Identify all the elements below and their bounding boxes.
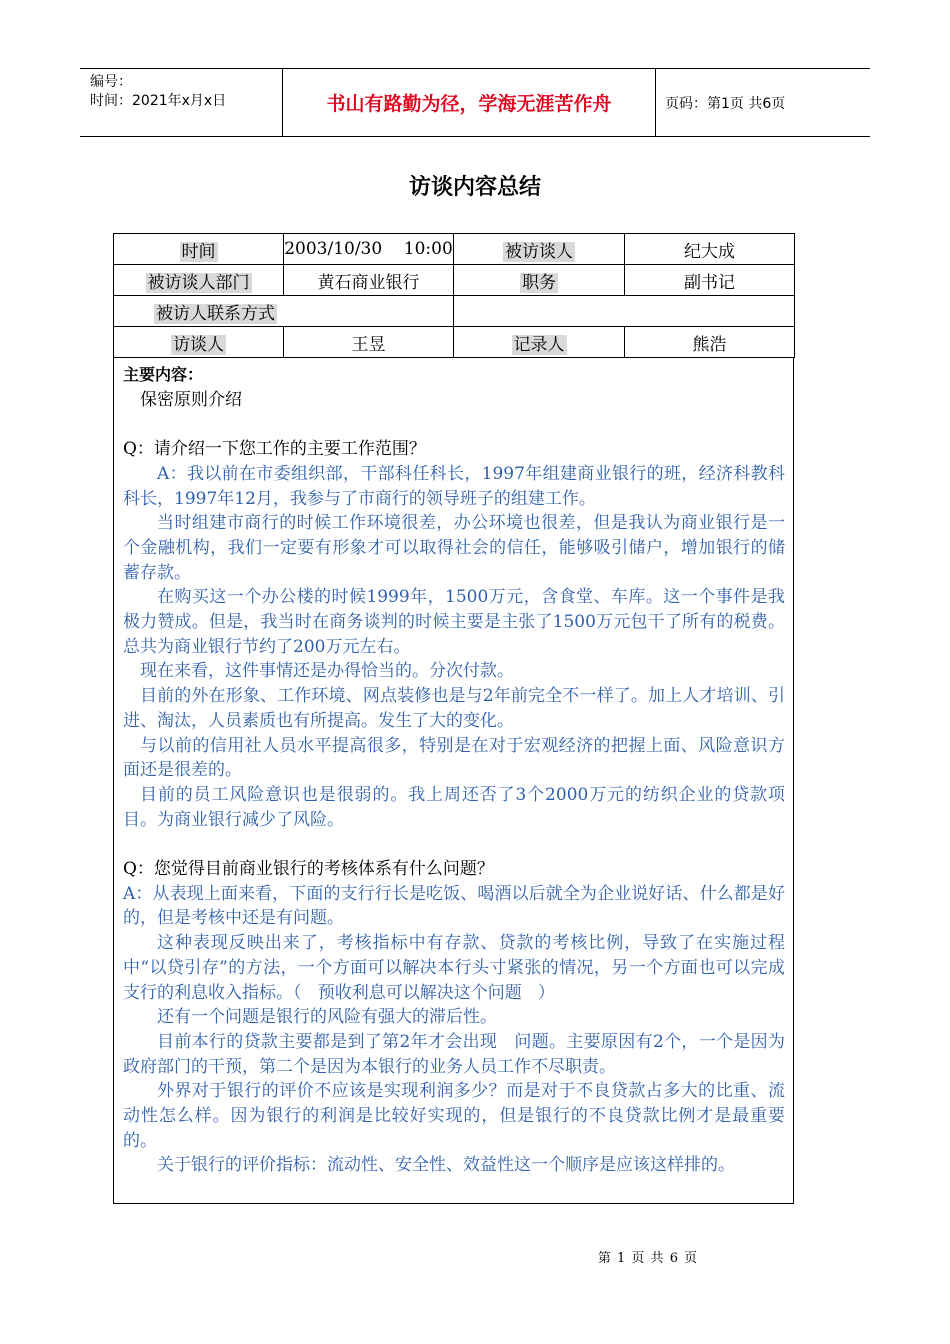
document-title: 访谈内容总结 [408, 175, 541, 200]
answer-paragraph: 外界对于银行的评价不应该是实现利润多少？而是对于不良贷款占多大的比重、流动性怎么样。因为银行的利润是比较好实现的，但是银行的不良贷款比例才是最重要的。 [123, 1081, 785, 1151]
answer-paragraph: 目前的员工风险意识也是很弱的。我上周还否了3个2000万元的纺织企业的贷款项目。为商业银行减少了风险。 [123, 784, 785, 830]
interviewer-label: 访谈人 [173, 334, 224, 355]
answer-paragraph: 目前本行的贷款主要都是到了第2年才会出现 问题。主要原因有2个，一个是因为政府部门的干预，第二个是因为本银行的业务人员工作不尽职责。 [123, 1031, 785, 1077]
header-meta [80, 69, 282, 136]
interviewee-value: 纪大成 [625, 234, 795, 265]
recorder-label: 记录人 [513, 334, 565, 355]
header-motto: 书山有路勤为径，学海无涯苦作舟 [282, 69, 656, 136]
interviewer-value: 王昱 [284, 327, 454, 358]
time-label: 时间 [181, 241, 216, 262]
table-row [114, 327, 795, 358]
table-row [114, 265, 795, 296]
answer-paragraph: A：从表现上面来看，下面的支行行长是吃饭、喝酒以后就全为企业说好话、什么都是好的，但是考核中还是有问题。 [123, 883, 785, 929]
interview-content [113, 357, 794, 1204]
answer-paragraph: 在购买这一个办公楼的时候1999年，1500万元，含食堂、车库。这一个事件是我极力赞成。但是，我当时在商务谈判的时候主要是主张了1500万元包干了所有的税费。总共为商业银行节约了200万元左右。 [123, 587, 785, 657]
answer-paragraph: 现在来看，这件事情还是办得恰当的。分次付款。 [140, 661, 514, 682]
contact-value [454, 296, 795, 327]
page-header [80, 68, 870, 137]
table-row [114, 296, 795, 327]
answer-paragraph: A：我以前在市委组织部，干部科任科长，1997年组建商业银行的班，经济科教科科长，1997年12月，我参与了市商行的领导班子的组建工作。 [123, 463, 785, 509]
answer-paragraph: 这种表现反映出来了，考核指标中有存款、贷款的考核比例，导致了在实施过程中“以贷引存”的方法，一个方面可以解决本行头寸紧张的情况，另一个方面也可以完成支行的利息收入指标。（ 预收利息可以解决这个问题 ） [123, 933, 785, 1003]
table-row [114, 234, 795, 265]
number-label: 编号： [90, 74, 132, 90]
dept-value: 黄石商业银行 [284, 265, 454, 296]
intro-text: 保密原则介绍 [140, 389, 242, 410]
interview-info-table [113, 233, 795, 358]
answer-paragraph: 目前的外在形象、工作环境、网点装修也是与2年前完全不一样了。加上人才培训、引进、淘汰，人员素质也有所提高。发生了大的变化。 [123, 686, 785, 731]
contact-label: 被访人联系方式 [156, 303, 275, 324]
answer-paragraph: 与以前的信用社人员水平提高很多，特别是在对于宏观经济的把握上面、风险意识方面还是很差的。 [123, 735, 785, 781]
answer-paragraph: 还有一个问题是银行的风险有强大的滞后性。 [157, 1007, 497, 1028]
header-page-code: 页码：第1页 共6页 [665, 95, 786, 112]
position-value: 副书记 [625, 265, 795, 296]
answer-paragraph: 当时组建市商行的时候工作环境很差，办公环境也很差，但是我认为商业银行是一个金融机构，我们一定要有形象才可以取得社会的信任，能够吸引储户，增加银行的储蓄存款。 [123, 513, 785, 583]
time-value: 2003/10/30 10:00 [284, 234, 454, 265]
recorder-value: 熊浩 [625, 327, 795, 358]
spacer [123, 412, 785, 437]
answer-paragraph: 关于银行的评价指标：流动性、安全性、效益性这一个顺序是应该这样排的。 [157, 1155, 735, 1176]
spacer [123, 832, 785, 857]
interviewee-label: 被访谈人 [505, 241, 573, 262]
page-footer: 第 1 页 共 6 页 [597, 1251, 699, 1266]
dept-label: 被访谈人部门 [147, 272, 250, 293]
content-heading: 主要内容： [123, 365, 204, 384]
position-label: 职务 [522, 272, 556, 293]
question-2: Q：您觉得目前商业银行的考核体系有什么问题？ [123, 859, 494, 880]
time-label: 时间：2021年x月x日 [90, 93, 227, 109]
question-1: Q：请介绍一下您工作的主要工作范围？ [123, 439, 426, 460]
